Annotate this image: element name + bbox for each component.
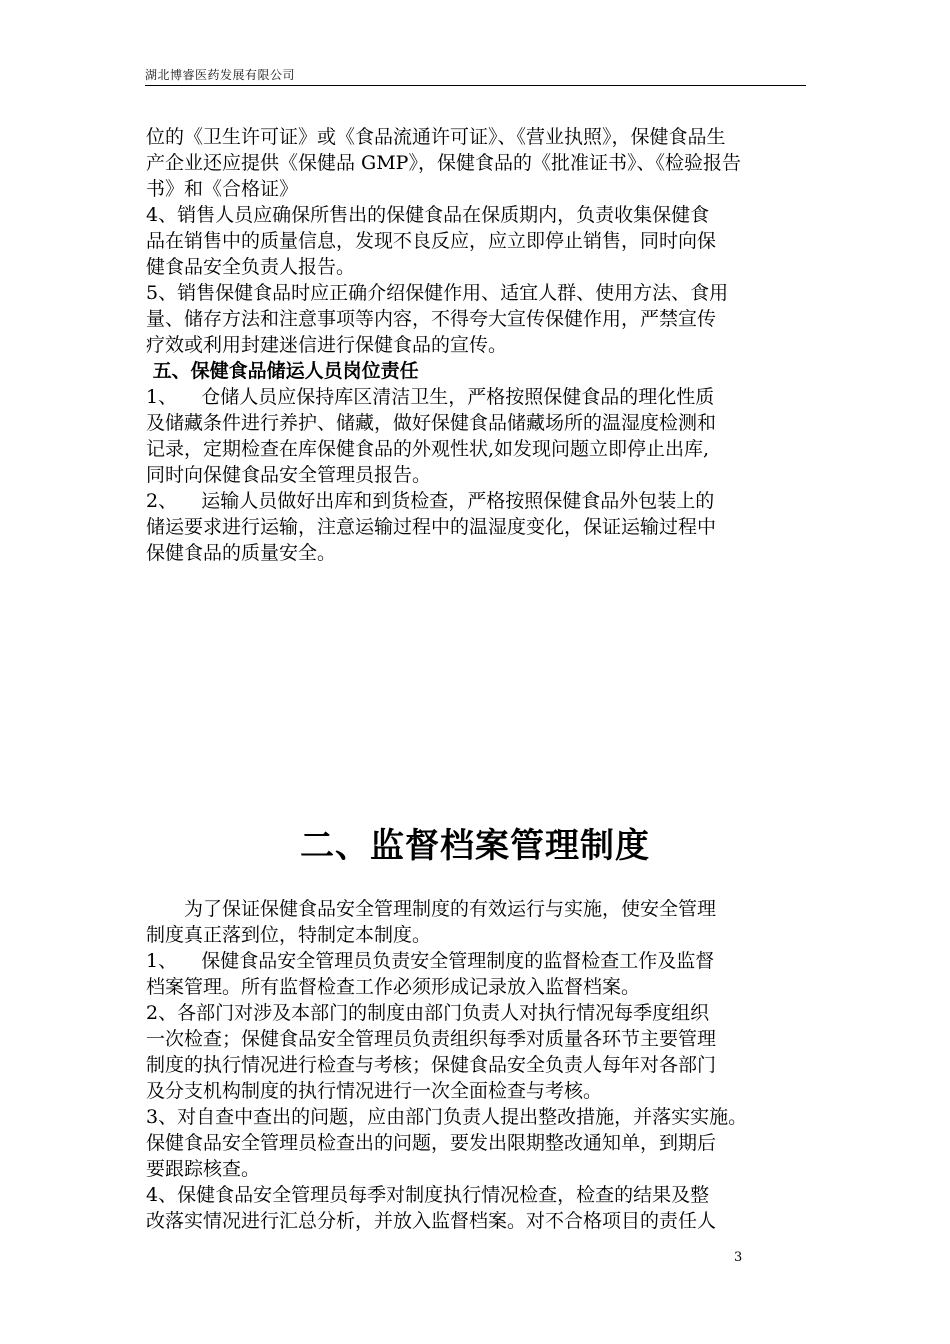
text-line: 4、销售人员应确保所售出的保健食品在保质期内，负责收集保健食	[146, 204, 710, 226]
text-line: 及分支机构制度的执行情况进行一次全面检查与考核。	[146, 1080, 603, 1102]
text-line: 5、销售保健食品时应正确介绍保健作用、适宜人群、使用方法、食用	[146, 282, 729, 304]
text-line: 改落实情况进行汇总分析，并放入监督档案。对不合格项目的责任人	[146, 1210, 717, 1232]
text-line: 3、对自查中查出的问题，应由部门负责人提出整改措施，并落实实施。	[146, 1106, 748, 1128]
text-line: 要跟踪核查。	[146, 1158, 261, 1180]
page-title: 二、监督档案管理制度	[300, 826, 650, 866]
text-line: 2、各部门对涉及本部门的制度由部门负责人对执行情况每季度组织	[146, 1002, 710, 1024]
section2-text-block	[146, 896, 810, 1234]
text-line: 书》和《合格证》	[146, 178, 299, 200]
text-line: 4、保健食品安全管理员每季对制度执行情况检查，检查的结果及整	[146, 1184, 710, 1206]
text-line: 品在销售中的质量信息，发现不良反应，应立即停止销售，同时向保	[146, 230, 717, 252]
text-line: 位的《卫生许可证》或《食品流通许可证》、《营业执照》，保健食品生	[146, 126, 726, 148]
text-line: 疗效或利用封建迷信进行保健食品的宣传。	[146, 334, 508, 356]
section1-text-block	[146, 124, 810, 566]
section-heading: 五、保健食品储运人员岗位责任	[146, 360, 419, 382]
text-line: 保健食品的质量安全。	[146, 542, 337, 564]
page-number: 3	[734, 1250, 743, 1265]
text-line: 2、 运输人员做好出库和到货检查，严格按照保健食品外包装上的	[146, 490, 715, 512]
text-line: 记录，定期检查在库保健食品的外观性状,如发现问题立即停止出库,	[146, 438, 710, 460]
text-line: 储运要求进行运输，注意运输过程中的温湿度变化，保证运输过程中	[146, 516, 717, 538]
header-divider	[145, 85, 806, 86]
text-line: 为了保证保健食品安全管理制度的有效运行与实施，使安全管理	[146, 898, 717, 920]
text-line: 及储藏条件进行养护、储藏，做好保健食品储藏场所的温湿度检测和	[146, 412, 717, 434]
text-line: 制度真正落到位，特制定本制度。	[146, 924, 432, 946]
page-header-company: 湖北博睿医药发展有限公司	[145, 68, 296, 82]
text-line: 制度的执行情况进行检查与考核；保健食品安全负责人每年对各部门	[146, 1054, 717, 1076]
text-line: 同时向保健食品安全管理员报告。	[146, 464, 432, 486]
text-line: 一次检查；保健食品安全管理员负责组织每季对质量各环节主要管理	[146, 1028, 717, 1050]
text-line: 档案管理。所有监督检查工作必须形成记录放入监督档案。	[146, 976, 641, 998]
text-line: 量、储存方法和注意事项等内容，不得夸大宣传保健作用，严禁宣传	[146, 308, 717, 330]
text-line: 保健食品安全管理员检查出的问题，要发出限期整改通知单，到期后	[146, 1132, 717, 1154]
text-line: 1、 仓储人员应保持库区清洁卫生，严格按照保健食品的理化性质	[146, 386, 715, 408]
text-line: 健食品安全负责人报告。	[146, 256, 356, 278]
text-line: 产企业还应提供《保健品 GMP》，保健食品的《批准证书》、《检验报告	[146, 152, 741, 174]
text-line: 1、 保健食品安全管理员负责安全管理制度的监督检查工作及监督	[146, 950, 715, 972]
